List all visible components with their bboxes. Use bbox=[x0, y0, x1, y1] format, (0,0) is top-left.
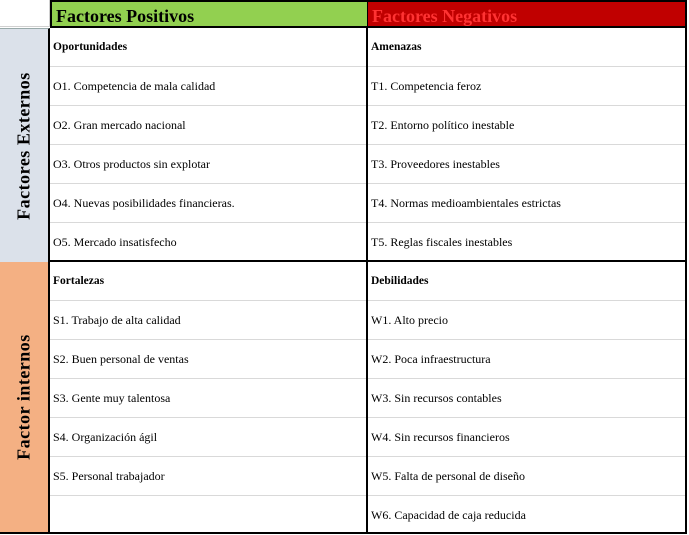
strength-item: S3. Gente muy talentosa bbox=[50, 379, 366, 418]
side-label-external bbox=[0, 28, 50, 262]
weakness-item: W3. Sin recursos contables bbox=[368, 379, 685, 418]
opportunity-item: O1. Competencia de mala calidad bbox=[50, 67, 366, 106]
header-positive-factors: Factores Positivos bbox=[50, 0, 368, 28]
header-negative-factors: Factores Negativos bbox=[368, 0, 687, 28]
opportunity-item: O5. Mercado insatisfecho bbox=[53, 235, 177, 249]
internal-factors-label: Factor internos bbox=[13, 334, 34, 460]
weakness-item: W2. Poca infraestructura bbox=[368, 340, 685, 379]
strength-item-empty bbox=[50, 496, 366, 535]
opportunity-item: O4. Nuevas posibilidades financieras. bbox=[50, 184, 366, 223]
weakness-item: W1. Alto precio bbox=[368, 301, 685, 340]
threats-title: Amenazas bbox=[368, 28, 685, 67]
opportunities-title: Oportunidades bbox=[50, 28, 366, 67]
threat-item: T5. Reglas fiscales inestables bbox=[371, 235, 513, 249]
corner-cell bbox=[0, 0, 50, 27]
threat-item: T4. Normas medioambientales estrictas bbox=[368, 184, 685, 223]
weaknesses-title: Debilidades bbox=[368, 262, 685, 301]
weaknesses-quadrant bbox=[368, 262, 687, 534]
weakness-item: W4. Sin recursos financieros bbox=[368, 418, 685, 457]
weakness-item: W5. Falta de personal de diseño bbox=[368, 457, 685, 496]
strength-item: S4. Organización ágil bbox=[50, 418, 366, 457]
opportunities-quadrant bbox=[50, 28, 368, 262]
threat-item: T3. Proveedores inestables bbox=[368, 145, 685, 184]
threat-item: T2. Entorno político inestable bbox=[368, 106, 685, 145]
strength-item: S2. Buen personal de ventas bbox=[50, 340, 366, 379]
strengths-quadrant bbox=[50, 262, 368, 534]
weakness-item: W6. Capacidad de caja reducida bbox=[371, 508, 526, 522]
threats-quadrant bbox=[368, 28, 687, 262]
external-factors-label: Factores Externos bbox=[13, 71, 34, 220]
strength-item: S5. Personal trabajador bbox=[50, 457, 366, 496]
opportunity-item: O2. Gran mercado nacional bbox=[50, 106, 366, 145]
side-label-internal bbox=[0, 262, 50, 534]
opportunity-item: O3. Otros productos sin explotar bbox=[50, 145, 366, 184]
strength-item: S1. Trabajo de alta calidad bbox=[50, 301, 366, 340]
threat-item: T1. Competencia feroz bbox=[368, 67, 685, 106]
strengths-title: Fortalezas bbox=[50, 262, 366, 301]
